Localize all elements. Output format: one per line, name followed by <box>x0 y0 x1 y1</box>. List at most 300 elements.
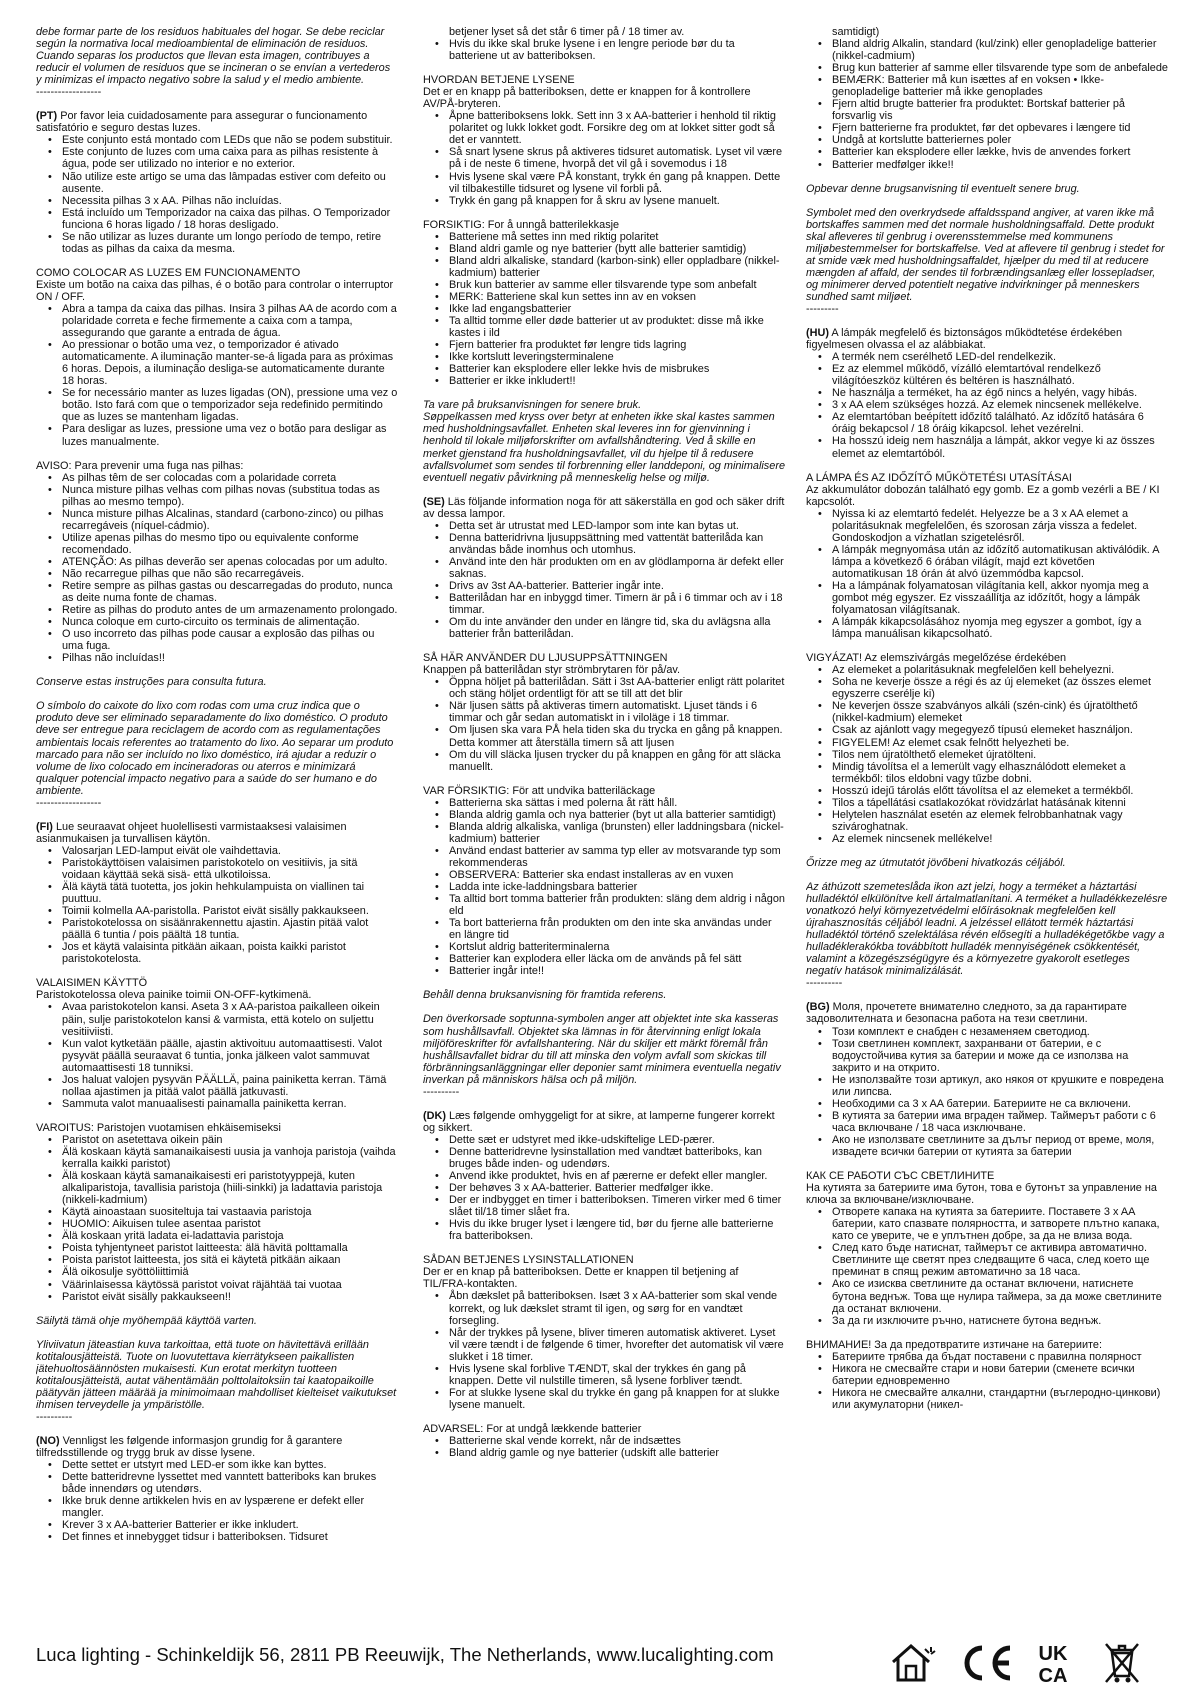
text: Læs følgende omhyggeligt for at sikre, at lamperne fungerer korrekt og sikkert. <box>423 1109 775 1134</box>
italic-note <box>423 399 785 411</box>
text: ---------- <box>423 1085 460 1098</box>
bullet-item <box>36 195 398 207</box>
bullet-item <box>423 1182 785 1194</box>
bullet-item <box>423 821 785 845</box>
text: Säilytä tämä ohje myöhempää käyttöä varten. <box>36 1314 257 1327</box>
text: Använd endast batterier av samma typ eller av motsvarande typ som rekommenderas <box>449 844 781 869</box>
bullet-item <box>36 1242 398 1254</box>
text: O símbolo do caixote do lixo com rodas com uma cruz indica que o produto deve ser eliminado separadamente do lixo doméstico. O produto deve ser entregue para reciclagem de acordo com as regulamentações ambientais locais referentes ao tratamento do lixo. Ao separar um produto marcado para não ser incluído no lixo doméstico, irá ajudar a reduzir o volume de lixo colocado em incineradoras ou aterros e minimizará qualquer potencial impacto negativo para a saúde do ser humano e do ambiente. <box>36 700 394 797</box>
text: AVISO: Para prevenir uma fuga nas pilhas: <box>36 459 244 472</box>
text: Ако се изисква светлините да останат включени, натиснете бутона веднъж. Това ще нулира таймера, за да може светлините да останат включени. <box>832 1278 1162 1315</box>
text: ADVARSEL: For at undgå lækkende batterier <box>423 1422 642 1435</box>
text: Ez az elemmel működő, vízálló elemtartóval rendelkező világítóeszköz kültéren és beltéren is használható. <box>832 363 1101 388</box>
language-code: (HU) <box>806 327 829 340</box>
paragraph <box>423 1254 785 1266</box>
text: Blanda aldrig gamla och nya batterier (byt ut alla batterier samtidigt) <box>449 808 776 821</box>
bullet-item <box>36 387 398 423</box>
ce-mark-icon <box>958 1640 1016 1686</box>
paragraph-gap <box>423 1411 785 1423</box>
bullet-item <box>423 869 785 881</box>
paragraph-gap <box>423 484 785 496</box>
column-right <box>806 26 1168 1626</box>
text: Brug kun batterier af samme eller tilsvarende type som de anbefalede <box>832 62 1168 75</box>
paragraph <box>806 977 1168 989</box>
italic-note <box>36 26 398 86</box>
footer <box>36 1640 1166 1684</box>
bullet-item <box>806 62 1168 74</box>
text: Dette sæt er udstyret med ikke-udskiftelige LED-pærer. <box>449 1133 715 1146</box>
bullet-item <box>806 399 1168 411</box>
text: Så snart lysene skrus på aktiveres tidsuret automatisk. Lyset vil være på i de neste 6 timene, hvorpå det vil gå i sovemodus i 18 <box>449 146 783 171</box>
text: Poista tyhjentyneet paristot laitteesta: älä hävitä polttamalla <box>62 1242 348 1255</box>
text: Symbolet med den overkrydsede affaldsspand angiver, at varen ikke må bortskaffes sammen med det normale husholdningsaffald. Dette produkt skal afleveres til genbrug i overensstemmelse med kommunens miljøbestemmelser for bortskaffelse. Ved at aflevere til genbrug i stedet for at smide væk med husholdningsaffaldet, hjælper du med til at reducere mængden af affald, der sendes til forbrændingsanlæg eller lossepladser, og minimerer derved potentielt negative indvirkninger på menneskers sundhed samt miljøet. <box>806 206 1165 303</box>
paragraph <box>806 652 1168 664</box>
text: Behåll denna bruksanvisning för framtida referens. <box>423 989 667 1002</box>
bullet-item <box>36 1218 398 1230</box>
paragraph <box>806 1339 1168 1351</box>
bullet-item <box>36 1495 398 1519</box>
text: Ikke kortslutt leveringsterminalene <box>449 351 614 364</box>
text: Mindig távolítsa el a lemerült vagy elhasználódott elemeket a termékből: tilos eldobni vagy tűzbe dobni. <box>832 760 1126 785</box>
bullet-item <box>36 1291 398 1303</box>
bullet-item <box>36 1098 398 1110</box>
text: Ta vare på bruksanvisningen for senere bruk. <box>423 399 642 412</box>
bullet-item <box>423 38 785 62</box>
bullet-item <box>423 676 785 700</box>
bullet-item <box>423 255 785 279</box>
paragraph-gap <box>806 845 1168 857</box>
text: Retire sempre as pilhas gastas ou descarregadas do produto, nunca as deite numa fonte de chamas. <box>62 580 393 605</box>
text: Para desligar as luzes, pressione uma vez o botão para desligar as luzes manualmente. <box>62 423 387 448</box>
text: Dette settet er utstyrt med LED-er som ikke kan byttes. <box>62 1459 327 1472</box>
text: Tilos a tápellátási csatlakozókat rövidzárlat hatásának kitenni <box>832 796 1126 809</box>
text: Никога не смесвайте алкални, стандартни (въглеродно-цинкови) или акумулаторни (никел- <box>832 1386 1161 1411</box>
text: Batterier er ikke inkludert!! <box>449 375 576 388</box>
paragraph-gap <box>36 809 398 821</box>
bullet-item <box>423 1363 785 1387</box>
paragraph-gap <box>806 315 1168 327</box>
bullet-item <box>36 628 398 652</box>
text: Ikke bruk denne artikkelen hvis en av lyspærene er defekt eller mangler. <box>62 1495 365 1520</box>
bullet-item <box>36 1531 398 1543</box>
language-code: (SE) <box>423 495 445 508</box>
text: Vennligst les følgende informasjon grundig for å garantere tilfredsstillende og trygg bruk av disse lysene. <box>36 1434 343 1460</box>
italic-note <box>423 989 785 1001</box>
text: Hosszú idejű tárolás előtt távolítsa el az elemeket a termékből. <box>832 784 1134 797</box>
text: OBSERVERA: Batterier ska endast installeras av en vuxen <box>449 869 734 881</box>
text: Undgå at kortslutte batteriernes poler <box>832 134 1012 147</box>
text: Nunca misture pilhas velhas com pilhas novas (substitua todas as pilhas ao mesmo tempo). <box>62 483 380 508</box>
paragraph <box>806 1170 1168 1182</box>
bullet-item <box>806 159 1168 171</box>
crossed-bin-weee-icon <box>1102 1640 1142 1686</box>
column-middle <box>423 26 785 1626</box>
text: Никога не смесвайте стари и нови батерии (сменете всички батерии едновременно <box>832 1362 1135 1387</box>
text: betjener lyset så det står 6 timer på / 18 timer av. <box>449 26 685 38</box>
text: Älä koskaan käytä samanaikaisesti eri paristotyyppejä, kuten alkaliparistoja, tavallisia paristoja (hiili-sinkki) ja ladattavia paristoja (nikkeli-kadmium) <box>62 1170 383 1207</box>
text: Batterier medfølger ikke!! <box>832 158 954 171</box>
bullet-item <box>36 1459 398 1471</box>
text: Bland aldrig Alkalin, standard (kul/zink) eller genopladelige batterier (nikkel-cadmium) <box>832 38 1157 63</box>
bullet-item <box>806 749 1168 761</box>
bullet-item <box>423 797 785 809</box>
text: Paristot on asetettava oikein päin <box>62 1133 223 1146</box>
ukca-mark-icon <box>1029 1640 1077 1686</box>
text: Csak az ajánlott vagy megegyező típusú elemeket használjon. <box>832 724 1133 737</box>
bullet-item <box>36 881 398 905</box>
text: Batterier kan eksplodere eller lække, hvis de anvendes forkert <box>832 146 1131 159</box>
bullet-item <box>806 351 1168 363</box>
paragraph-gap <box>36 1303 398 1315</box>
text: Az elemeket a polaritásuknak megfelelően kell behelyezni. <box>832 664 1115 677</box>
text: Az akkumulátor dobozán található egy gomb. Ez a gomb vezérli a BE / KI kapcsolót. <box>806 483 1160 508</box>
bullet-item <box>423 1194 785 1218</box>
bullet-item <box>806 1038 1168 1074</box>
text: Åbn dækslet på batteriboksen. Isæt 3 x AA-batterier som skal vende korrekt, og luk dækslet stramt til igen, og sørg for en vandtæt forsegling. <box>449 1290 778 1327</box>
bullet-item <box>423 363 785 375</box>
paragraph-gap <box>36 965 398 977</box>
text: MERK: Batteriene skal kun settes inn av en voksen <box>449 290 696 303</box>
text: Batterier ingår inte!! <box>449 965 545 978</box>
language-code: (FI) <box>36 820 53 833</box>
text: Använd inte den här produkten om en av glödlamporna är defekt eller saknas. <box>449 555 784 580</box>
text: Väärinlaisessa käytössä paristot voivat räjähtää tai vuotaa <box>62 1278 342 1291</box>
bullet-item <box>423 941 785 953</box>
bullet-item <box>36 1001 398 1037</box>
bullet-item <box>423 1170 785 1182</box>
text: Necessita pilhas 3 x AA. Pilhas não incluídas. <box>62 194 282 207</box>
bullet-item <box>36 604 398 616</box>
text: Ladda inte icke-laddningsbara batterier <box>449 881 638 894</box>
paragraph-gap <box>423 387 785 399</box>
paragraph-gap <box>36 1423 398 1435</box>
bullet-item <box>423 291 785 303</box>
bullet-item <box>36 1134 398 1146</box>
text: Poista paristot laitteesta, jos sitä ei käytetä pitkään aikaan <box>62 1254 341 1267</box>
bullet-item <box>423 592 785 616</box>
bullet-item <box>36 616 398 628</box>
bullet-item <box>36 423 398 447</box>
text: samtidigt) <box>832 26 880 38</box>
text: Не използвайте този артикул, ако някоя от крушките е повредена или липсва. <box>832 1073 1164 1098</box>
bullet-item <box>36 1146 398 1170</box>
text: Ta alltid tomme eller døde batterier ut av produktet: disse må ikke kastes i ild <box>449 315 764 340</box>
bullet-item <box>423 1435 785 1447</box>
text: КАК СЕ РАБОТИ СЪС СВЕТЛИНИТЕ <box>806 1170 995 1183</box>
bullet-item <box>423 146 785 170</box>
bullet-item <box>36 941 398 965</box>
bullet-item <box>423 616 785 640</box>
bullet-item <box>36 857 398 881</box>
paragraph-gap <box>36 688 398 700</box>
paragraph <box>423 219 785 231</box>
bullet-item <box>806 146 1168 158</box>
bullet-item <box>423 556 785 580</box>
bullet-item <box>36 568 398 580</box>
text: Conserve estas instruções para consulta futura. <box>36 676 267 689</box>
paragraph <box>36 989 398 1001</box>
text: Helytelen használat esetén az elemek felrobbanhatnak vagy szivároghatnak. <box>832 808 1123 833</box>
text: VAROITUS: Paristojen vuotamisen ehkäisemiseksi <box>36 1121 281 1134</box>
indoor-outdoor-house-icon <box>889 1640 939 1686</box>
paragraph-gap <box>36 98 398 110</box>
text: Bland aldri alkaliske, standard (karbon-sink) eller oppladbare (nikkel-kadmium) batterier <box>449 254 780 279</box>
bullet-item <box>36 1519 398 1531</box>
paragraph <box>36 279 398 303</box>
text: ВНИМАНИЕ! За да предотвратите изтичане на батериите: <box>806 1338 1102 1351</box>
text: Por favor leia cuidadosamente para assegurar o funcionamento satisfatório e seguro destas luzes. <box>36 110 368 135</box>
text: Моля, прочетете внимателно следното, за да гарантирате задоволителната и безопасна работа на тези светлини. <box>806 1001 1127 1026</box>
text: Този комплект е снабден с незаменяем светодиод. <box>832 1025 1090 1038</box>
paragraph-gap <box>806 460 1168 472</box>
ukca-mark-top: UK <box>1038 1643 1068 1665</box>
text: Om ljusen ska vara PÅ hela tiden ska du trycka en gång på knappen. Detta kommer att återställa timern så att ljusen <box>449 724 783 749</box>
text: За да ги изключите ръчно, натиснете бутона веднъж. <box>832 1314 1102 1327</box>
text: ---------- <box>806 977 843 990</box>
bullet-item <box>806 785 1168 797</box>
bullet-item <box>806 134 1168 146</box>
bullet-item <box>423 1290 785 1326</box>
text: Paristokotelossa oleva painike toimii ON-OFF-kytkimenä. <box>36 989 312 1002</box>
text: Paristokotelossa on sisäänrakennettu ajastin. Ajastin pitää valot päällä 6 tuntia / pois päältä 18 tuntia. <box>62 917 369 942</box>
bullet-item <box>806 544 1168 580</box>
italic-note <box>423 1013 785 1085</box>
text: ------------------ <box>36 86 102 99</box>
text: Åpne batteriboksens lokk. Sett inn 3 x AA-batterier i henhold til riktig polaritet og lukk lokket godt. Forsikre deg om at lokket sitter godt så det er vanntett. <box>449 110 776 147</box>
text: Når der trykkes på lysene, bliver timeren automatisk aktiveret. Lyset vil være tændt i de følgende 6 timer, hvorefter det automatisk vil være slukket i 18 timer. <box>449 1326 784 1363</box>
bullet-item <box>806 74 1168 98</box>
text: Ne keverjen össze szabványos alkáli (szén-cink) és újratölthető (nikkel-kadmium) elemeket <box>832 700 1138 725</box>
text: VIGYÁZAT! Az elemszivárgás megelőzése érdekében <box>806 652 1067 665</box>
text: Batterierna ska sättas i med polerna åt rätt håll. <box>449 796 678 809</box>
bullet-item <box>806 676 1168 700</box>
text: FIGYELEM! Az elemet csak felnőtt helyezheti be. <box>832 736 1070 749</box>
text: Toimii kolmella AA-paristolla. Paristot eivät sisälly pakkaukseen. <box>62 905 369 918</box>
text: Az áthúzott szemeteslåda ikon azt jelzi, hogy a terméket a háztartási hulladéktól elkülönítve kell ártalmatlanítani. A terméket a hulladékkezelésre vonatkozó helyi környezetvédelmi előírásoknak megfelelően kell újrahasznosítás céljából leadni. A jelzéssel ellátott termék háztartási hulladéktól történő szelektálása révén elősegíti a hulladékégetőkbe vagy a hulladéklerakókba továbbított hulladék mennyiségének csökkentését, valamint a közegészségügyre és a környezetre gyakorolt esetleges negatív hatások minimalizálását. <box>806 881 1168 978</box>
text: BEMÆRK: Batterier må kun isættes af en voksen • Ikke-genopladelige batterier må ikke genoplades <box>832 74 1104 99</box>
bullet-item <box>423 171 785 195</box>
text: Tilos nem újratölthető elemeket újratölteni. <box>832 748 1037 761</box>
bullet-item <box>806 387 1168 399</box>
text: A termék nem cserélhető LED-del rendelkezik. <box>832 351 1056 364</box>
text: Lue seuraavat ohjeet huolellisesti varmistaaksesi valaisimen asianmukaisen ja turvallisen käytön. <box>36 820 347 845</box>
text: Ако не използвате светлините за дълъг период от време, моля, извадете всички батерии от кутията за батерии <box>832 1133 1155 1158</box>
text: FORSIKTIG: For å unngå batterilekkasje <box>423 218 620 231</box>
paragraph-gap <box>423 207 785 219</box>
paragraph <box>423 1086 785 1098</box>
bullet-item <box>806 411 1168 435</box>
text: Ikke lad engangsbatterier <box>449 302 572 315</box>
bullet-item <box>806 435 1168 459</box>
bullet-item <box>36 171 398 195</box>
text: HVORDAN BETJENE LYSENE <box>423 74 575 87</box>
paragraph <box>423 86 785 110</box>
text: Az elemtartóban beépített időzítő található. Az időzítő hatására 6 óráig bekapcsol / 18 óráig kikapcsol. lehet vezérelni. <box>832 411 1144 436</box>
text: Jos et käytä valaisinta pitkään aikaan, poista kaikki paristot paristokotelosta. <box>62 941 346 966</box>
text: Abra a tampa da caixa das pilhas. Insira 3 pilhas AA de acordo com a polaridade correta e feche firmemente a caixa com a tampa, assegurando que garante a entrada de água. <box>62 302 397 340</box>
paragraph-gap <box>423 977 785 989</box>
bullet-item <box>423 279 785 291</box>
text: Yliviivatun jäteastian kuva tarkoittaa, että tuote on hävitettävä erillään kotitalousjätteistä. Tuote on luovutettava kierrätykseen paikallisten jätehuoltosäännösten mukaisesti. Kun erotat merkityn tuotteen kotitalousjätteistä, autat vähentämään polttolaitoksiin tai kaatopaikoille päätyvän jätteen määrää ja minimoimaan mahdolliset kielteiset vaikutukset ihmisen terveydelle ja ympäristölle. <box>36 1338 397 1411</box>
text: Ta alltid bort tomma batterier från produkten: släng dem aldrig i någon eld <box>449 893 785 918</box>
section-intro <box>423 496 785 520</box>
text: Utilize apenas pilhas do mesmo tipo ou equivalente conforme recomendado. <box>62 531 359 556</box>
text: Dette batteridrevne lyssettet med vanntett batteriboks kan brukes både innendørs og utendørs. <box>62 1471 377 1496</box>
bullet-item <box>423 1387 785 1411</box>
text: A lámpák megfelelő és biztonságos működtetése érdekében figyelmesen olvassa el az alábbiakat. <box>806 327 1123 352</box>
bullet-item <box>423 845 785 869</box>
text: Se for necessário manter as luzes ligadas (ON), pressione uma vez o botão. Isto fará com que o temporizador seja redefinido permitindo que as luzes se mantenham ligadas. <box>62 387 398 424</box>
text: A lámpák kikapcsolásához nyomja meg egyszer a gombot, így a lámpa manuálisan kikapcsolható. <box>832 616 1142 641</box>
bullet-item <box>423 195 785 207</box>
language-code: (PT) <box>36 110 58 123</box>
bullet-item <box>806 1363 1168 1387</box>
bullet-item <box>423 1327 785 1363</box>
text: Não recarregue pilhas que não são recarregáveis. <box>62 567 305 580</box>
text: Hvis lysene skal være PÅ konstant, trykk én gang på knappen. Dette vil tilbakestille tidsuret og lysene vil forbli på. <box>449 170 781 195</box>
paragraph <box>36 1411 398 1423</box>
text: Hvis du ikke bruger lyset i længere tid, bør du fjerne alle batterierne fra batteriboksen. <box>449 1218 774 1243</box>
text: Ta bort batterierna från produkten om den inte ska användas under en längre tid <box>449 917 772 942</box>
text: Älä käytä tätä tuotetta, jos jokin hehkulampuista on viallinen tai puuttuu. <box>62 881 365 906</box>
text: Älä koskaan käytä samanaikaisesti uusia ja vanhoja paristoja (vaihda kerralla kaikki paristot) <box>62 1145 396 1171</box>
paragraph <box>423 1266 785 1290</box>
text: Krever 3 x AA-batterier Batterier er ikke inkludert. <box>62 1519 299 1532</box>
bullet-item <box>36 1206 398 1218</box>
bullet-item <box>423 315 785 339</box>
text: Retire as pilhas do produto antes de um armazenamento prolongado. <box>62 604 398 617</box>
text: Ne használja a terméket, ha az égő nincs a helyén, vagy hibás. <box>832 387 1138 400</box>
paragraph-gap <box>806 171 1168 183</box>
bullet-item <box>36 845 398 857</box>
text: Fjern batterier fra produktet før lengre tids lagring <box>449 339 687 352</box>
text: Nunca misture pilhas Alcalinas, standard (carbono-zinco) ou pilhas recarregáveis (níquel-cádmio). <box>62 507 384 532</box>
paragraph <box>423 652 785 664</box>
paragraph <box>806 303 1168 315</box>
bullet-item <box>36 1279 398 1291</box>
bullet-item <box>423 580 785 592</box>
text: HUOMIO: Aikuisen tulee asentaa paristot <box>62 1218 261 1231</box>
text: Fjern batterierne fra produktet, før det opbevares i længere tid <box>832 122 1131 135</box>
text: Őrizze meg az útmutatót jövőbeni hivatkozás céljából. <box>806 856 1066 869</box>
bullet-item <box>423 231 785 243</box>
text: Paristot eivät sisälly pakkaukseen!! <box>62 1290 231 1303</box>
text: Az elemek nincsenek mellékelve! <box>832 832 993 845</box>
text: VALAISIMEN KÄYTTÖ <box>36 977 148 990</box>
text: Está incluído um Temporizador na caixa das pilhas. O Temporizador funciona 6 horas ligado / 18 horas desligado. <box>62 206 391 231</box>
text: Om du inte använder den under en längre tid, ska du avlägsna alla batterier från batterilådan. <box>449 616 771 641</box>
text: Ha hosszú ideig nem használja a lámpát, akkor vegye ki az összes elemet az elemtartóból. <box>832 435 1155 460</box>
bullet-item <box>36 303 398 339</box>
text: 3 x AA elem szükséges hozzá. Az elemek nincsenek mellékelve. <box>832 399 1142 412</box>
bullet-item <box>36 231 398 255</box>
bullet-item <box>36 1266 398 1278</box>
bullet-item <box>806 1242 1168 1278</box>
bullet-item <box>36 1254 398 1266</box>
text: Om du vill släcka ljusen trycker du på knappen en gång för att släcka manuellt. <box>449 748 781 773</box>
italic-note <box>423 411 785 483</box>
bullet-item <box>423 917 785 941</box>
italic-note <box>806 183 1168 195</box>
bullet-item <box>36 1471 398 1495</box>
bullet-item <box>423 1447 785 1459</box>
italic-note <box>806 881 1168 977</box>
text: Blanda aldrig alkaliska, vanliga (brunsten) eller laddningsbara (nickel-kadmium) batterier <box>449 820 784 845</box>
bullet-item <box>806 1134 1168 1158</box>
paragraph-gap <box>36 255 398 267</box>
bullet-item <box>806 797 1168 809</box>
bullet-item <box>806 1074 1168 1098</box>
text: Fjern altid brugte batterier fra produktet: Bortskaf batterier på forsvarlig vis <box>832 98 1125 123</box>
paragraph <box>806 484 1168 508</box>
paragraph <box>36 1122 398 1134</box>
bullet-item <box>36 652 398 664</box>
bullet-item <box>36 484 398 508</box>
italic-note <box>36 700 398 796</box>
italic-note <box>36 1315 398 1327</box>
bullet-item <box>36 905 398 917</box>
bullet-item <box>423 749 785 773</box>
text: На кутията за батериите има бутон, това е бутонът за управление на ключа за включване/изключване. <box>806 1182 1157 1207</box>
text: Valosarjan LED-lamput eivät ole vaihdettavia. <box>62 844 281 857</box>
bullet-item <box>36 532 398 556</box>
language-code: (NO) <box>36 1434 60 1447</box>
bullet-item <box>36 1074 398 1098</box>
text: Anvend ikke produktet, hvis en af pærerne er defekt eller mangler. <box>449 1170 768 1183</box>
paragraph <box>36 460 398 472</box>
text: Nyissa ki az elemtartó fedelét. Helyezze be a 3 x AA elemet a polaritásuknak megfelelően, és szorosan zárja vissza a fedelet. Gondoskodjon a vízhatlan szigetelésről. <box>832 507 1138 544</box>
section-intro <box>423 1110 785 1134</box>
text: Batterier kan eksplodere eller lekke hvis de misbrukes <box>449 363 710 376</box>
text: Kortslut aldrig batteriterminalerna <box>449 941 610 954</box>
bullet-item <box>423 893 785 917</box>
text: O uso incorreto das pilhas pode causar a explosão das pilhas ou uma fuga. <box>62 628 375 653</box>
bullet-item <box>806 1110 1168 1134</box>
language-code: (BG) <box>806 1001 830 1014</box>
section-intro <box>806 1001 1168 1025</box>
bullet-item <box>36 580 398 604</box>
text: Este conjunto de luzes com uma caixa para as pilhas resistente à água, pode ser utilizado no interior e no exterior. <box>62 146 378 171</box>
bullet-item <box>423 881 785 893</box>
paragraph <box>36 86 398 98</box>
bullet-item <box>423 700 785 724</box>
paragraph-gap <box>36 664 398 676</box>
text: Bruk kun batterier av samme eller tilsvarende type som anbefalt <box>449 278 757 291</box>
column-left <box>36 26 398 1626</box>
text: Der er indbygget en timer i batteriboksen. Timeren virker med 6 timer slået til/18 timer slået fra. <box>449 1194 782 1219</box>
paragraph-gap <box>423 640 785 652</box>
text: Drivs av 3st AA-batterier. Batterier ingår inte. <box>449 579 664 592</box>
text: Hvis lysene skal forblive TÆNDT, skal der trykkes én gang på knappen. Dette vil nulstille timeren, så lysene forbliver tændt. <box>449 1362 746 1387</box>
bullet-item <box>423 339 785 351</box>
bullet-item <box>806 833 1168 845</box>
section-intro <box>36 1435 398 1459</box>
italic-note <box>806 207 1168 303</box>
text: Отворете капака на кутията за батериите. Поставете 3 x AA батерии, като спазвате полярността, и затворете плътно капака, като се уверите, че е уплътнен добре, за да не влиза вода. <box>832 1206 1160 1243</box>
bullet-item <box>423 1218 785 1242</box>
text: ---------- <box>36 1410 73 1423</box>
text: Søppelkassen med kryss over betyr at enheten ikke skal kastes sammen med husholdningsavfallet. Enheten skal leveres inn for gjenvinning i henhold til lokale miljøforskrifter om avfallshåndtering. Ved å skille en merket gjenstand fra husholdningsavfallet, vil du hjelpe til å redusere avfallsvolumet som sendes til forbrenning eller landdeponi, og minimalisere eventuell negativ påvirkning på menneskelig helse og miljø. <box>423 411 785 484</box>
text: Det er en knapp på batteriboksen, dette er knappen for å kontrollere AV/PÅ-bryteren. <box>423 86 751 111</box>
bullet-item <box>36 508 398 532</box>
text: SÅ HÄR ANVÄNDER DU LJUSUPPSÄTTNINGEN <box>423 652 668 665</box>
text: Nunca coloque em curto-circuito os terminais de alimentação. <box>62 616 360 629</box>
paragraph-gap <box>806 195 1168 207</box>
text: Avaa paristokotelon kansi. Aseta 3 x AA-paristoa paikalleen oikein päin, sulje paristokotelon kansi & varmista, että kotelo on suljettu vesitiiviisti. <box>62 1001 380 1038</box>
text: Необходими са 3 x AA батерии. Батериите не са включени. <box>832 1097 1131 1110</box>
company-address: Luca lighting - Schinkeldijk 56, 2811 PB Reeuwijk, The Netherlands, www.lucalighting.com <box>36 1644 774 1665</box>
text: Ha a lámpának folyamatosan világítania kell, akkor nyomja meg a gombot még egyszer. Ez visszaállítja az időzítőt, hogy a lámpák folyamatosan világítsanak. <box>832 579 1149 617</box>
